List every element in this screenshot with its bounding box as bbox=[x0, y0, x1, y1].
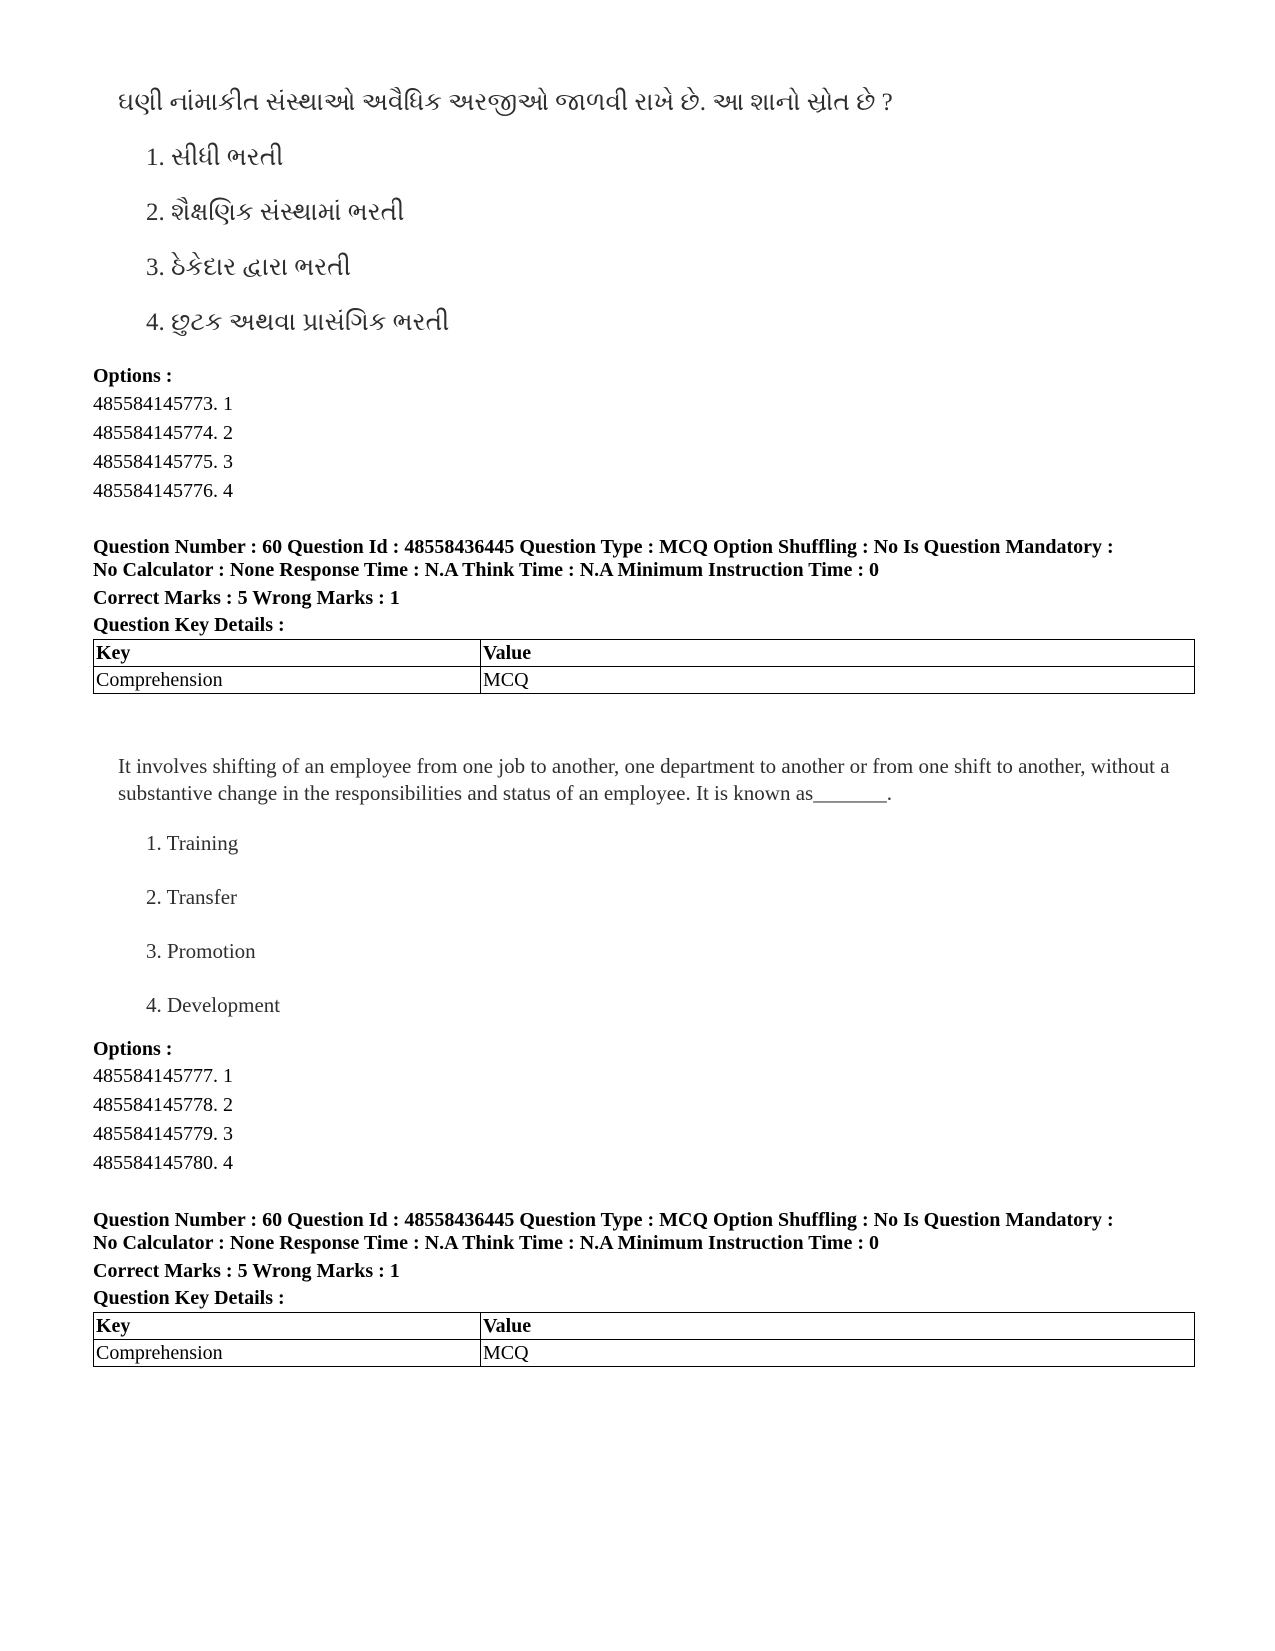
table-row bbox=[94, 667, 1195, 694]
question-meta-line-2: No Calculator : None Response Time : N.A Think Time : N.A Minimum Instruction Time : 0 bbox=[93, 1232, 879, 1254]
options-list bbox=[93, 390, 233, 506]
table-cell-key: Comprehension bbox=[94, 1340, 481, 1367]
table-cell-value: MCQ bbox=[481, 667, 1195, 694]
question-choice-3: 3. Promotion bbox=[146, 939, 256, 963]
option-item: 485584145773. 1 bbox=[93, 393, 233, 415]
question-choice-2: 2. Transfer bbox=[146, 885, 238, 909]
table-header-value: Value bbox=[481, 1313, 1195, 1340]
options-label: Options : bbox=[93, 365, 173, 387]
marks-line: Correct Marks : 5 Wrong Marks : 1 bbox=[93, 587, 400, 609]
option-item: 485584145780. 4 bbox=[93, 1152, 233, 1174]
question-stem: It involves shifting of an employee from one job to another, one department to another or from one shift to another, without a substantive change in the responsibilities and status of an employee. It is known as_______. bbox=[118, 754, 1170, 805]
question-image-gujarati bbox=[118, 86, 893, 340]
option-item: 485584145779. 3 bbox=[93, 1123, 233, 1145]
question-meta-line-1: Question Number : 60 Question Id : 48558436445 Question Type : MCQ Option Shuffling : No Is Question Mandatory : bbox=[93, 1209, 1114, 1231]
options-label: Options : bbox=[93, 1038, 173, 1060]
table-header-key: Key bbox=[94, 1313, 481, 1340]
question-key-details-label: Question Key Details : bbox=[93, 614, 285, 636]
question-choice-4: 4. Development bbox=[146, 993, 281, 1017]
question-image-english bbox=[118, 753, 1178, 1019]
question-key-table bbox=[93, 639, 1195, 694]
option-item: 485584145774. 2 bbox=[93, 422, 233, 444]
table-cell-key: Comprehension bbox=[94, 667, 481, 694]
table-cell-value: MCQ bbox=[481, 1340, 1195, 1367]
question-choice-1: 1. સીધી ભરતી bbox=[146, 144, 284, 171]
question-key-details-label: Question Key Details : bbox=[93, 1287, 285, 1309]
table-header-value: Value bbox=[481, 640, 1195, 667]
question-stem: ઘણી નાંમાકીત સંસ્થાઓ અવૈધિક અરજીઓ જાળવી રાખે છે. આ શાનો સ્રોત છે ? bbox=[118, 89, 893, 116]
table-header-row bbox=[94, 640, 1195, 667]
question-choice-2: 2. શૈક્ષણિક સંસ્થામાં ભરતી bbox=[146, 199, 405, 226]
option-item: 485584145777. 1 bbox=[93, 1065, 233, 1087]
option-item: 485584145775. 3 bbox=[93, 451, 233, 473]
question-choice-1: 1. Training bbox=[146, 831, 239, 855]
marks-line: Correct Marks : 5 Wrong Marks : 1 bbox=[93, 1260, 400, 1282]
option-item: 485584145778. 2 bbox=[93, 1094, 233, 1116]
question-choice-3: 3. ઠેકેદાર દ્વારા ભરતી bbox=[146, 254, 351, 281]
table-header-row bbox=[94, 1313, 1195, 1340]
option-item: 485584145776. 4 bbox=[93, 480, 233, 502]
question-meta-line-1: Question Number : 60 Question Id : 48558436445 Question Type : MCQ Option Shuffling : No Is Question Mandatory : bbox=[93, 536, 1114, 558]
table-header-key: Key bbox=[94, 640, 481, 667]
table-row bbox=[94, 1340, 1195, 1367]
options-list bbox=[93, 1062, 233, 1178]
question-key-table bbox=[93, 1312, 1195, 1367]
question-meta-line-2: No Calculator : None Response Time : N.A Think Time : N.A Minimum Instruction Time : 0 bbox=[93, 559, 879, 581]
question-choice-4: 4. છુટક અથવા પ્રાસંગિક ભરતી bbox=[146, 309, 450, 336]
